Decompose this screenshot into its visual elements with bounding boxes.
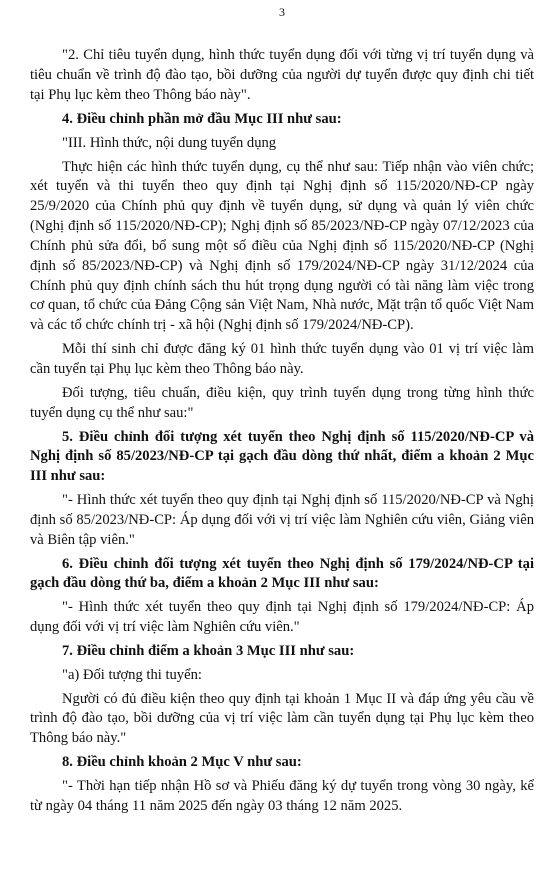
section-heading: 8. Điều chỉnh khoản 2 Mục V như sau: [62,754,302,771]
paragraph: "- Hình thức xét tuyển theo quy định tại Nghị định số 179/2024/NĐ-CP: Áp dụng đối với vị trí việc làm Nghiên cứu viên." [30,599,534,636]
paragraph: Người có đủ điều kiện theo quy định tại khoản 1 Mục II và đáp ứng yêu cầu về trình độ đào tạo, bồi dưỡng của vị trí việc làm cần tuyển dụng tại Phụ lục kèm theo Thông báo này." [30,690,534,747]
paragraph: "- Hình thức xét tuyển theo quy định tại Nghị định số 115/2020/NĐ-CP và Nghị định số 85/2023/NĐ-CP: Áp dụng đối với vị trí việc làm Nghiên cứu viên, Giảng viên và Biên tập viên." [30,492,534,548]
paragraph: "- Thời hạn tiếp nhận Hồ sơ và Phiếu đăng ký dự tuyển trong vòng 30 ngày, kể từ ngày 04 tháng 11 năm 2025 đến ngày 03 tháng 12 năm 2025. [30,778,534,814]
paragraph: "2. Chỉ tiêu tuyển dụng, hình thức tuyển dụng đối với từng vị trí tuyển dụng và tiêu chuẩn về trình độ đào tạo, bồi dưỡng của người dự tuyển được quy định chi tiết tại Phụ lục kèm theo Thông báo này". [30,47,534,103]
paragraph: Thực hiện các hình thức tuyển dụng, cụ thể như sau: Tiếp nhận vào viên chức; xét tuyển và thi tuyển theo quy định tại Nghị định số 115/2020/NĐ-CP ngày 25/9/2020 của Chính phủ quy định về tuyển dụng, sử dụng và quản lý viên chức (Nghị định số 115/2020/NĐ-CP); Nghị định số 85/2023/NĐ-CP ngày 07/12/2023 của Chính phủ sửa đổi, bổ sung một số điều của Nghị định số 115/2020/NĐ-CP (Nghị định số 85/2023/NĐ-CP) và Nghị định số 179/2024/NĐ-CP ngày 31/12/2024 của Chính phủ quy định chính sách thu hút trọng dụng người có tài năng làm việc trong cơ quan, tổ chức của Đảng Cộng sản Việt Nam, Nhà nước, Mặt trận tổ quốc Việt Nam và các tổ chức chính trị - xã hội (Nghị định số 179/2024/NĐ-CP). [30,158,534,334]
page-number: 3 [279,5,285,19]
paragraph: Đối tượng, tiêu chuẩn, điều kiện, quy trình tuyển dụng trong từng hình thức tuyển dụng cụ thể như sau:" [30,384,534,421]
paragraph: "III. Hình thức, nội dung tuyển dụng [62,134,277,151]
paragraph: "a) Đối tượng thi tuyển: [62,666,202,683]
section-heading: 4. Điều chỉnh phần mở đầu Mục III như sau: [62,110,342,127]
paragraph: Mỗi thí sinh chỉ được đăng ký 01 hình thức tuyển dụng vào 01 vị trí việc làm cần tuyển tại Phụ lục kèm theo Thông báo này. [30,341,534,377]
section-heading: 7. Điều chỉnh điểm a khoản 3 Mục III như sau: [62,642,355,659]
section-heading: 5. Điều chỉnh đối tượng xét tuyển theo Nghị định số 115/2020/NĐ-CP và Nghị định số 85/2023/NĐ-CP tại gạch đầu dòng thứ nhất, điểm a khoản 2 Mục III như sau: [30,428,534,485]
section-heading: 6. Điều chỉnh đối tượng xét tuyển theo Nghị định số 179/2024/NĐ-CP tại gạch đầu dòng thứ ba, điểm a khoản 2 Mục III như sau: [30,555,534,592]
